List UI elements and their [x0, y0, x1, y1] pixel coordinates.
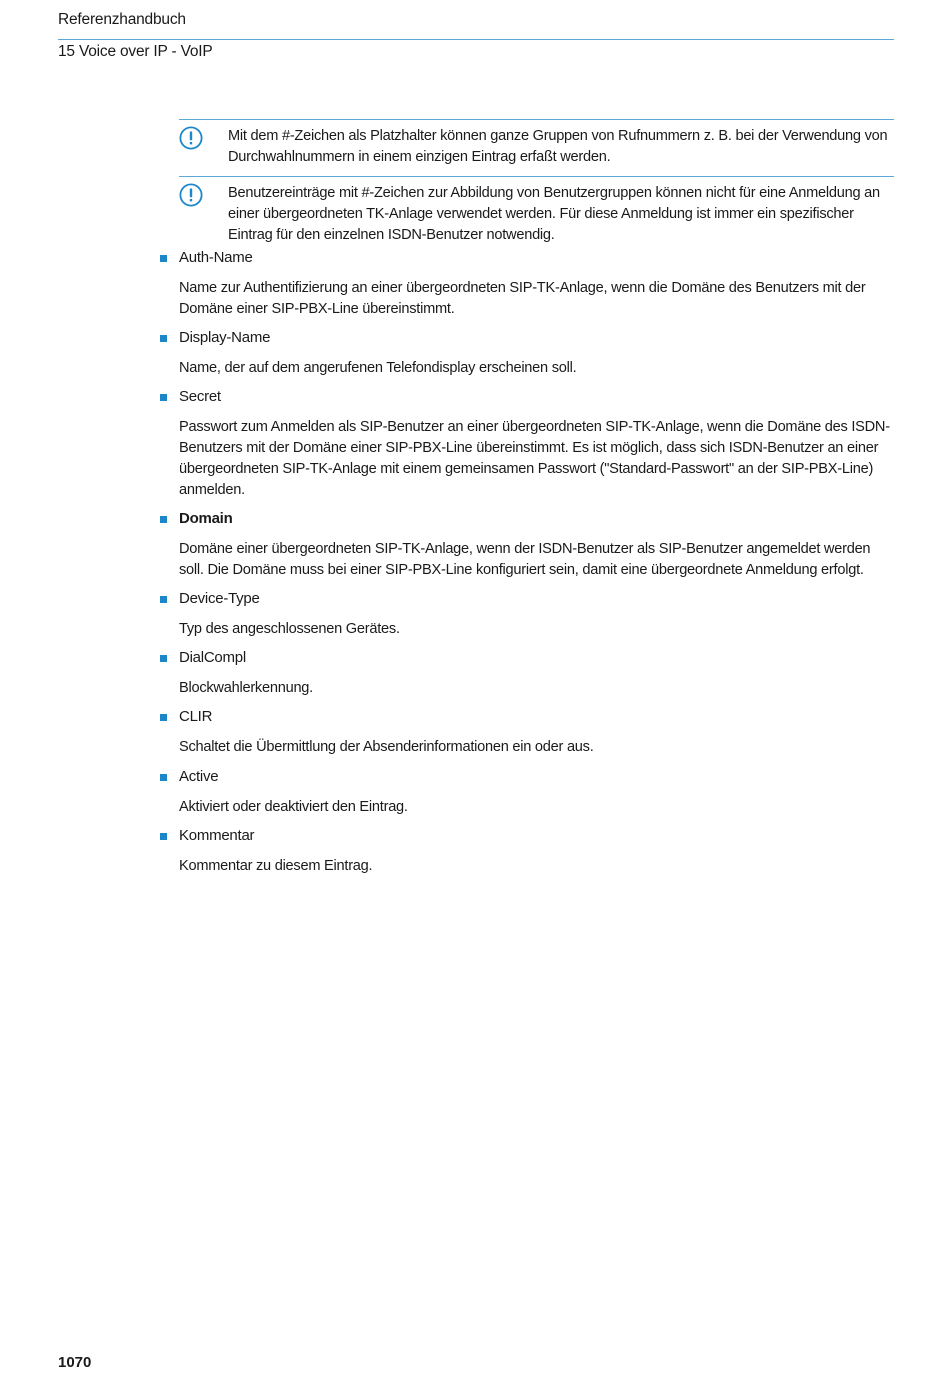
- bullet-square-icon: [160, 596, 167, 603]
- bullet-square-icon: [160, 774, 167, 781]
- item-description: Blockwahlerkennung.: [179, 680, 313, 696]
- item-description: Kommentar zu diesem Eintrag.: [179, 858, 373, 874]
- note-box: [179, 119, 894, 176]
- item-title: Secret: [179, 388, 221, 405]
- page-number: 1070: [58, 1354, 92, 1371]
- note-box: [179, 176, 894, 247]
- item-description: Name zur Authentifizierung an einer übergeordneten SIP-TK-Anlage, wenn die Domäne des Benutzers mit der Domäne einer SIP-PBX-Line übereinstimmt.: [179, 280, 866, 317]
- header-divider: [58, 39, 894, 40]
- info-exclamation-icon: [179, 183, 203, 207]
- note-text: Benutzereinträge mit #-Zeichen zur Abbildung von Benutzergruppen können nicht für eine Anmeldung an einer übergeordneten TK-Anlage verwendet werden. Für diese Anmeldung ist immer ein spezifischer Eintrag für den einzelnen ISDN-Benutzer notwendig.: [228, 185, 880, 243]
- item-description: Typ des angeschlossenen Gerätes.: [179, 621, 400, 637]
- bullet-square-icon: [160, 394, 167, 401]
- bullet-square-icon: [160, 335, 167, 342]
- bullet-square-icon: [160, 516, 167, 523]
- item-title: Kommentar: [179, 827, 255, 844]
- item-description: Name, der auf dem angerufenen Telefondisplay erscheinen soll.: [179, 360, 577, 376]
- item-description: Schaltet die Übermittlung der Absenderinformationen ein oder aus.: [179, 739, 594, 755]
- bullet-square-icon: [160, 714, 167, 721]
- item-description: Aktiviert oder deaktiviert den Eintrag.: [179, 799, 408, 815]
- item-title: Domain: [179, 510, 233, 527]
- item-title: Device-Type: [179, 590, 260, 607]
- info-exclamation-icon: [179, 126, 203, 150]
- note-text: Mit dem #-Zeichen als Platzhalter können ganze Gruppen von Rufnummern z. B. bei der Verwendung von Durchwahlnummern in einem einzigen Eintrag erfaßt werden.: [228, 128, 888, 165]
- item-description: Passwort zum Anmelden als SIP-Benutzer an einer übergeordneten SIP-TK-Anlage, wenn die Domäne des ISDN-Benutzers mit der Domäne einer SIP-PBX-Line übereinstimmt. Es ist möglich, dass sich ISDN-Benutzer an einer übergeordneten SIP-TK-Anlage mit einem gemeinsamen Passwort ("Standard-Passwort" an der SIP-PBX-Line) anmelden.: [179, 419, 890, 498]
- item-title: Active: [179, 768, 219, 785]
- item-title: Auth-Name: [179, 249, 253, 266]
- item-title: Display-Name: [179, 329, 271, 346]
- bullet-square-icon: [160, 255, 167, 262]
- document-title: Referenzhandbuch: [58, 11, 186, 28]
- item-title: DialCompl: [179, 649, 246, 666]
- chapter-heading: 15 Voice over IP - VoIP: [58, 43, 213, 60]
- item-title: CLIR: [179, 708, 213, 725]
- bullet-square-icon: [160, 833, 167, 840]
- bullet-square-icon: [160, 655, 167, 662]
- item-description: Domäne einer übergeordneten SIP-TK-Anlage, wenn der ISDN-Benutzer als SIP-Benutzer angemeldet werden soll. Die Domäne muss bei einer SIP-PBX-Line konfiguriert sein, damit eine übergeordnete Anmeldung erfolgt.: [179, 541, 871, 578]
